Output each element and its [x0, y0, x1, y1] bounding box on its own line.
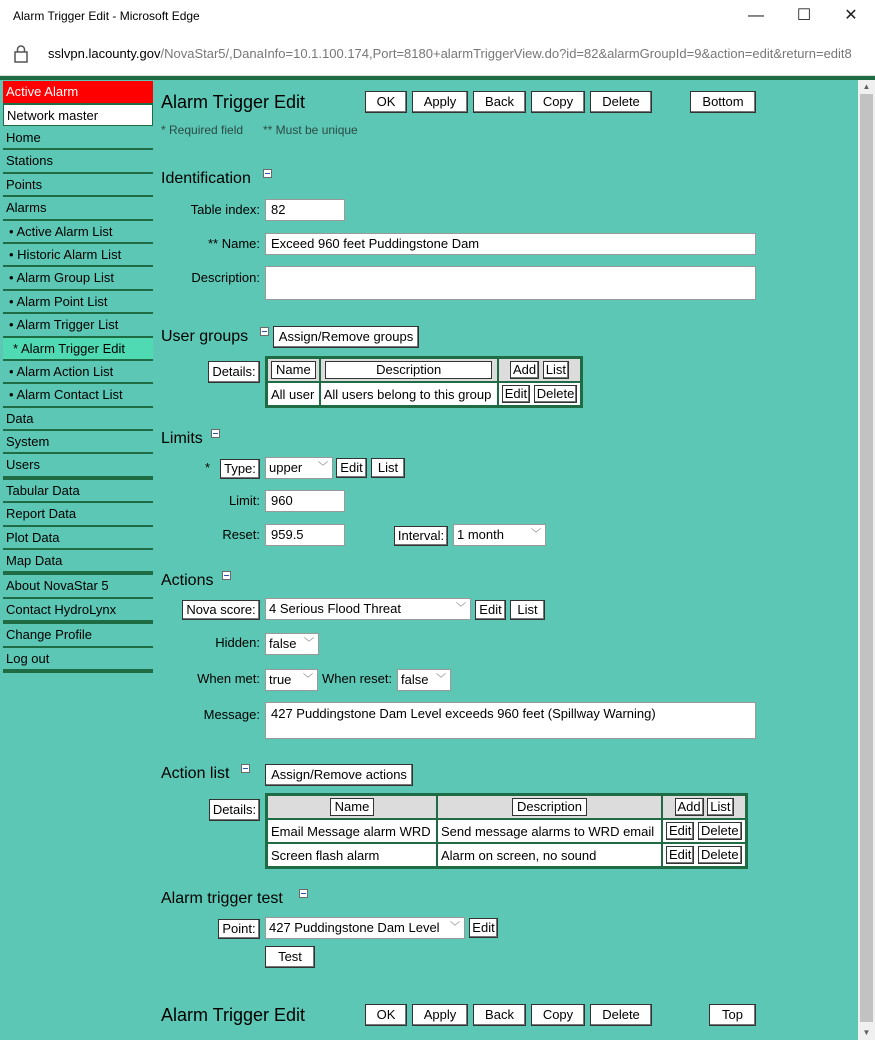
url-domain: sslvpn.lacounty.gov	[48, 46, 161, 61]
type-select[interactable]	[265, 457, 333, 479]
interval-value: 1 month	[457, 527, 504, 542]
group-name-cell: All user	[267, 382, 320, 407]
column-header	[267, 358, 320, 383]
ok-button-footer[interactable]: OK	[365, 1004, 407, 1026]
sidebar-item-map-data[interactable]: Map Data	[3, 550, 153, 575]
main-form	[161, 80, 858, 1040]
back-button[interactable]: Back	[473, 91, 526, 113]
interval-label-button[interactable]: Interval:	[394, 526, 448, 546]
assign-remove-actions-button[interactable]: Assign/Remove actions	[265, 764, 413, 786]
when-met-select[interactable]	[265, 669, 318, 691]
required-star: *	[205, 460, 211, 475]
nova-score-select[interactable]	[265, 598, 471, 620]
minimize-icon[interactable]: —	[748, 7, 764, 24]
column-header	[437, 795, 662, 820]
list-actions-button[interactable]: List	[707, 798, 733, 816]
window-titlebar	[0, 0, 875, 33]
delete-button-footer[interactable]: Delete	[590, 1004, 652, 1026]
sidebar-item-contact-hydrolynx[interactable]: Contact HydroLynx	[3, 599, 153, 624]
limit-label: Limit:	[228, 493, 260, 508]
reset-label: Reset:	[222, 527, 260, 542]
page-title-footer: Alarm Trigger Edit	[161, 1005, 306, 1025]
delete-action-button[interactable]: Delete	[698, 822, 742, 840]
sidebar-item-plot-data[interactable]: Plot Data	[3, 527, 153, 550]
required-note: * Required field	[161, 123, 244, 137]
list-groups-button[interactable]: List	[543, 361, 569, 379]
limit-field[interactable]: 960	[265, 490, 345, 512]
sidebar-item-alarm-trigger-edit[interactable]: * Alarm Trigger Edit	[3, 338, 153, 361]
sidebar-item-points[interactable]: Points	[3, 174, 153, 197]
hidden-label: Hidden:	[215, 635, 260, 650]
nova-score-edit-button[interactable]: Edit	[475, 600, 506, 620]
delete-button[interactable]: Delete	[590, 91, 652, 113]
row-actions	[662, 819, 747, 843]
url-text[interactable]	[48, 46, 868, 61]
nova-score-value: 4 Serious Flood Threat	[269, 601, 401, 616]
url-path: /NovaStar5/,DanaInfo=10.1.100.174,Port=8180+alarmTriggerView.do?id=82&alarmGroupId=9&action=edit&return=edit8	[160, 46, 852, 61]
group-description-cell: All users belong to this group	[320, 382, 498, 407]
collapse-action-list-icon[interactable]	[241, 764, 250, 773]
hidden-value: false	[269, 636, 297, 651]
add-action-button[interactable]: Add	[675, 798, 704, 816]
name-field[interactable]: Exceed 960 feet Puddingstone Dam	[265, 233, 756, 255]
action-list-heading: Action list	[161, 765, 230, 782]
when-met-value: true	[269, 672, 292, 687]
page-title: Alarm Trigger Edit	[161, 92, 306, 112]
sidebar-item-active-alarm-list[interactable]: • Active Alarm List	[3, 221, 153, 244]
column-header	[662, 795, 747, 820]
maximize-icon[interactable]: ☐	[796, 7, 812, 24]
chevron-down-icon: ﹀	[303, 674, 313, 685]
message-field[interactable]: 427 Puddingstone Dam Level exceeds 960 feet (Spillway Warning)	[265, 702, 756, 739]
delete-action-button[interactable]: Delete	[698, 846, 742, 864]
reset-field[interactable]: 959.5	[265, 524, 345, 546]
chevron-down-icon: ﹀	[436, 674, 446, 685]
sidebar-item-log-out[interactable]: Log out	[3, 648, 153, 673]
sidebar-item-alarm-contact-list[interactable]: • Alarm Contact List	[3, 384, 153, 407]
row-actions	[498, 382, 582, 407]
action-description-cell: Alarm on screen, no sound	[437, 843, 662, 868]
sidebar-item-alarm-group-list[interactable]: • Alarm Group List	[3, 267, 153, 290]
column-header	[498, 358, 582, 383]
point-value: 427 Puddingstone Dam Level	[269, 920, 440, 935]
hidden-select[interactable]	[265, 633, 319, 655]
scroll-down-icon[interactable]: ▼	[862, 1028, 871, 1037]
type-edit-button[interactable]: Edit	[336, 458, 367, 478]
sidebar-item-users[interactable]: Users	[3, 454, 153, 479]
address-bar[interactable]	[0, 33, 875, 76]
chevron-down-icon: ﹀	[304, 638, 314, 649]
column-header	[320, 358, 498, 383]
edit-group-button[interactable]: Edit	[502, 385, 530, 403]
back-button-footer[interactable]: Back	[473, 1004, 526, 1026]
name-sort-button[interactable]: Name	[271, 361, 316, 379]
point-select[interactable]	[265, 917, 465, 939]
type-list-button[interactable]: List	[371, 458, 405, 478]
table-header-row	[267, 795, 747, 820]
apply-button-footer[interactable]: Apply	[412, 1004, 468, 1026]
sidebar-item-alarm-point-list[interactable]: • Alarm Point List	[3, 291, 153, 314]
table-row	[267, 382, 582, 407]
point-label-button[interactable]: Point:	[218, 919, 260, 939]
table-index-label: Table index:	[190, 202, 260, 217]
type-value: upper	[269, 460, 303, 475]
window-title: Alarm Trigger Edit - Microsoft Edge	[13, 9, 200, 23]
copy-button[interactable]: Copy	[531, 91, 585, 113]
when-reset-value: false	[401, 672, 429, 687]
add-group-button[interactable]: Add	[510, 361, 539, 379]
chevron-down-icon: ﹀	[450, 922, 460, 933]
lock-icon	[12, 44, 30, 64]
action-description-cell: Send message alarms to WRD email	[437, 819, 662, 843]
chevron-down-icon: ﹀	[531, 529, 541, 540]
when-met-label: When met:	[197, 671, 260, 686]
point-edit-button[interactable]: Edit	[469, 918, 498, 938]
collapse-actions-icon[interactable]	[222, 571, 231, 580]
actions-heading: Actions	[161, 572, 214, 589]
when-reset-label: When reset:	[322, 671, 393, 686]
type-label-button[interactable]: Type:	[220, 459, 260, 479]
sidebar-item-system[interactable]: System	[3, 431, 153, 454]
collapse-user-groups-icon[interactable]	[260, 327, 269, 336]
delete-group-button[interactable]: Delete	[534, 385, 578, 403]
user-groups-heading: User groups	[161, 328, 249, 345]
ok-button[interactable]: OK	[365, 91, 407, 113]
when-reset-select[interactable]	[397, 669, 451, 691]
sidebar-item-active-alarm[interactable]: Active Alarm	[3, 81, 153, 104]
sidebar-item-about[interactable]: About NovaStar 5	[3, 575, 153, 598]
collapse-limits-icon[interactable]	[211, 429, 220, 438]
test-button[interactable]: Test	[265, 946, 315, 968]
name-label: ** Name:	[207, 236, 260, 251]
collapse-trigger-test-icon[interactable]	[299, 889, 308, 898]
nova-score-label-button[interactable]: Nova score:	[182, 600, 260, 620]
sidebar-item-alarms[interactable]: Alarms	[3, 197, 153, 220]
bottom-button[interactable]: Bottom	[690, 91, 756, 113]
table-index-field[interactable]: 82	[265, 199, 345, 221]
copy-button-footer[interactable]: Copy	[531, 1004, 585, 1026]
top-button[interactable]: Top	[709, 1004, 756, 1026]
user-groups-table	[265, 356, 583, 408]
table-row	[267, 843, 747, 868]
action-name-cell: Screen flash alarm	[267, 843, 438, 868]
description-sort-button[interactable]: Description	[325, 361, 492, 379]
unique-note: ** Must be unique	[263, 123, 358, 137]
vertical-scrollbar[interactable]	[858, 80, 875, 1040]
interval-select[interactable]	[453, 524, 546, 546]
page-viewport	[0, 80, 858, 1040]
apply-button[interactable]: Apply	[412, 91, 468, 113]
description-field[interactable]	[265, 266, 756, 300]
scrollbar-thumb[interactable]	[860, 94, 873, 1022]
sidebar-item-data[interactable]: Data	[3, 408, 153, 431]
sidebar-item-alarm-trigger-list[interactable]: • Alarm Trigger List	[3, 314, 153, 337]
edit-action-button[interactable]: Edit	[666, 846, 694, 864]
collapse-identification-icon[interactable]	[263, 169, 272, 178]
table-header-row	[267, 358, 582, 383]
sidebar-item-historic-alarm-list[interactable]: • Historic Alarm List	[3, 244, 153, 267]
sidebar-item-alarm-action-list[interactable]: • Alarm Action List	[3, 361, 153, 384]
limits-heading: Limits	[161, 430, 203, 447]
sidebar-item-tabular-data[interactable]: Tabular Data	[3, 480, 153, 503]
sidebar-item-network-master[interactable]: Network master	[3, 104, 153, 126]
action-list-details-button[interactable]: Details:	[209, 799, 260, 821]
description-label: Description:	[191, 270, 260, 285]
edit-action-button[interactable]: Edit	[666, 822, 694, 840]
nova-score-list-button[interactable]: List	[510, 600, 545, 620]
table-row	[267, 819, 747, 843]
message-label: Message:	[203, 707, 260, 722]
name-sort-button[interactable]: Name	[330, 798, 375, 816]
sidebar-item-change-profile[interactable]: Change Profile	[3, 624, 153, 647]
row-actions	[662, 843, 747, 868]
close-icon[interactable]: ✕	[844, 7, 858, 24]
user-groups-details-button[interactable]: Details:	[208, 361, 260, 383]
description-sort-button[interactable]: Description	[512, 798, 587, 816]
chevron-down-icon: ﹀	[456, 603, 466, 614]
sidebar-item-home[interactable]: Home	[3, 127, 153, 150]
sidebar-item-stations[interactable]: Stations	[3, 150, 153, 173]
action-list-table	[265, 793, 748, 869]
column-header	[267, 795, 438, 820]
sidebar-nav	[3, 81, 153, 673]
sidebar-item-report-data[interactable]: Report Data	[3, 503, 153, 526]
assign-remove-groups-button[interactable]: Assign/Remove groups	[273, 326, 419, 348]
trigger-test-heading: Alarm trigger test	[161, 890, 283, 907]
chevron-down-icon: ﹀	[318, 462, 328, 473]
identification-heading: Identification	[161, 170, 251, 187]
action-name-cell: Email Message alarm WRD	[267, 819, 438, 843]
scroll-up-icon[interactable]: ▲	[862, 82, 871, 91]
